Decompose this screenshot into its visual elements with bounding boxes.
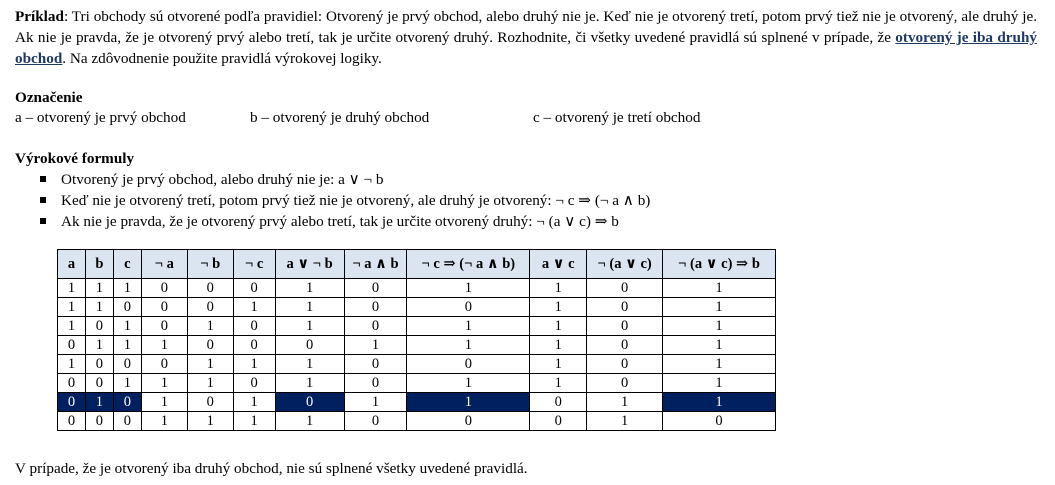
formula-item [15, 211, 1037, 232]
table-cell: 0 [85, 317, 113, 336]
table-cell: 0 [663, 412, 776, 431]
table-cell: 1 [113, 317, 141, 336]
bullet-square-icon [40, 218, 46, 224]
table-cell: 0 [344, 355, 407, 374]
table-cell: 0 [530, 412, 587, 431]
table-header-cell: ¬ a ∧ b [344, 250, 407, 279]
table-cell: 1 [275, 374, 344, 393]
table-header-cell: c [113, 250, 141, 279]
table-cell: 1 [530, 374, 587, 393]
table-cell: 1 [113, 336, 141, 355]
example-label: Príklad [15, 8, 64, 25]
table-cell: 0 [58, 336, 86, 355]
table-row [58, 317, 776, 336]
table-cell: 1 [58, 279, 86, 298]
table-cell: 1 [275, 412, 344, 431]
table-row [58, 336, 776, 355]
notation-a: a – otvorený je prvý obchod [15, 109, 186, 126]
table-cell: 0 [187, 336, 233, 355]
table-cell: 1 [58, 298, 86, 317]
notation-c: c – otvorený je tretí obchod [533, 109, 701, 126]
table-cell: 1 [344, 336, 407, 355]
table-cell: 1 [113, 279, 141, 298]
table-cell: 1 [187, 355, 233, 374]
table-cell: 0 [587, 336, 663, 355]
table-cell: 1 [187, 374, 233, 393]
formulas-heading: Výrokové formuly [15, 150, 135, 167]
formula-item [15, 169, 1037, 190]
table-cell: 1 [663, 279, 776, 298]
notation-heading: Označenie [15, 89, 83, 106]
table-cell: 0 [344, 279, 407, 298]
table-cell: 1 [587, 393, 663, 412]
table-row [58, 412, 776, 431]
formula-text: Ak nie je pravda, že je otvorený prvý alebo tretí, tak je určite otvorený druhý: ¬ (a ∨ c) ⇒ b [61, 213, 619, 230]
table-cell: 0 [344, 317, 407, 336]
table-cell: 1 [407, 279, 530, 298]
table-cell: 0 [275, 336, 344, 355]
table-cell: 1 [530, 298, 587, 317]
table-cell: 0 [407, 298, 530, 317]
table-cell: 0 [587, 279, 663, 298]
formulas-section [15, 149, 1037, 232]
table-cell: 1 [663, 374, 776, 393]
table-cell: 1 [85, 393, 113, 412]
table-cell: 0 [530, 393, 587, 412]
table-row [58, 298, 776, 317]
table-cell: 0 [587, 317, 663, 336]
table-cell: 0 [407, 355, 530, 374]
table-cell: 0 [141, 355, 187, 374]
conclusion: V prípade, že je otvorený iba druhý obchod, nie sú splnené všetky uvedené pravidlá. [15, 460, 528, 477]
table-cell: 0 [113, 412, 141, 431]
table-cell: 0 [275, 393, 344, 412]
table-cell: 1 [233, 412, 275, 431]
table-cell: 1 [407, 317, 530, 336]
table-cell: 1 [141, 336, 187, 355]
table-cell: 1 [141, 412, 187, 431]
formulas-list [15, 169, 1037, 232]
table-row [58, 374, 776, 393]
table-header-row [58, 250, 776, 279]
table-cell: 1 [113, 374, 141, 393]
table-cell: 0 [233, 317, 275, 336]
table-cell: 1 [233, 298, 275, 317]
table-cell: 1 [233, 355, 275, 374]
table-header-cell: ¬ c [233, 250, 275, 279]
table-body [58, 279, 776, 431]
table-cell: 1 [663, 393, 776, 412]
bullet-square-icon [40, 197, 46, 203]
table-cell: 1 [58, 355, 86, 374]
table-cell: 1 [58, 317, 86, 336]
table-cell: 0 [58, 393, 86, 412]
table-cell: 1 [663, 298, 776, 317]
formula-text: Keď nie je otvorený tretí, potom prvý tiež nie je otvorený, ale druhý je otvorený: ¬ c ⇒ (¬ a ∧ b) [61, 192, 651, 209]
table-cell: 1 [141, 374, 187, 393]
table-header-cell: ¬ c ⇒ (¬ a ∧ b) [407, 250, 530, 279]
table-cell: 0 [233, 279, 275, 298]
table-cell: 0 [407, 412, 530, 431]
table-cell: 0 [187, 298, 233, 317]
table-header-cell: ¬ (a ∨ c) ⇒ b [663, 250, 776, 279]
table-cell: 1 [275, 279, 344, 298]
table-cell: 0 [113, 393, 141, 412]
table-cell: 0 [141, 317, 187, 336]
table-cell: 0 [587, 374, 663, 393]
notation-section [15, 88, 1037, 128]
table-cell: 0 [344, 374, 407, 393]
table-cell: 1 [663, 355, 776, 374]
table-cell: 0 [141, 279, 187, 298]
highlight-phrase: otvorený je iba druhý obchod [15, 29, 1037, 67]
table-row [58, 355, 776, 374]
document-page [15, 6, 1037, 477]
table-cell: 1 [663, 336, 776, 355]
table-cell: 1 [587, 412, 663, 431]
table-cell: 1 [187, 412, 233, 431]
intro-text-1: : Tri obchody sú otvorené podľa pravidiel: Otvorený je prvý obchod, alebo druhý nie je. Keď nie je otvorený tretí, potom prvý tiež nie je otvorený, ale druhý je. Ak nie je pravda, že je otvorený prvý alebo tretí, tak je určite otvorený druhý. Rozhodnite, či všetky uvedené pravidlá sú splnené v prípade, že [15, 8, 1037, 46]
formula-item [15, 190, 1037, 211]
table-cell: 0 [58, 412, 86, 431]
truth-table [57, 249, 776, 431]
table-header-cell: a [58, 250, 86, 279]
bullet-square-icon [40, 176, 46, 182]
table-cell: 1 [530, 279, 587, 298]
intro-paragraph [15, 6, 1037, 69]
table-cell: 1 [663, 317, 776, 336]
table-header-cell: a ∨ ¬ b [275, 250, 344, 279]
table-cell: 0 [58, 374, 86, 393]
table-header-cell: b [85, 250, 113, 279]
notation-labels [15, 108, 1037, 128]
table-cell: 1 [187, 317, 233, 336]
table-cell: 0 [113, 298, 141, 317]
table-cell: 1 [233, 393, 275, 412]
table-cell: 1 [530, 355, 587, 374]
table-cell: 0 [344, 412, 407, 431]
table-cell: 1 [530, 317, 587, 336]
table-cell: 1 [275, 355, 344, 374]
table-cell: 0 [85, 355, 113, 374]
table-cell: 0 [85, 412, 113, 431]
table-cell: 0 [141, 298, 187, 317]
table-cell: 0 [587, 298, 663, 317]
table-cell: 1 [85, 336, 113, 355]
table-header-cell: ¬ (a ∨ c) [587, 250, 663, 279]
table-cell: 1 [407, 336, 530, 355]
table-header-cell: ¬ b [187, 250, 233, 279]
table-cell: 1 [85, 279, 113, 298]
formula-text: Otvorený je prvý obchod, alebo druhý nie je: a ∨ ¬ b [61, 171, 384, 188]
notation-b: b – otvorený je druhý obchod [250, 109, 430, 126]
table-cell: 1 [141, 393, 187, 412]
table-cell: 1 [407, 393, 530, 412]
table-cell: 1 [407, 374, 530, 393]
table-header-cell: ¬ a [141, 250, 187, 279]
table-header-cell: a ∨ c [530, 250, 587, 279]
table-cell: 1 [275, 298, 344, 317]
table-cell: 1 [85, 298, 113, 317]
table-cell: 0 [233, 374, 275, 393]
table-cell: 0 [587, 355, 663, 374]
table-cell: 1 [275, 317, 344, 336]
table-row [58, 393, 776, 412]
table-cell: 0 [187, 393, 233, 412]
table-row [58, 279, 776, 298]
table-cell: 0 [344, 298, 407, 317]
table-cell: 1 [344, 393, 407, 412]
table-cell: 1 [530, 336, 587, 355]
table-cell: 0 [187, 279, 233, 298]
table-cell: 0 [113, 355, 141, 374]
intro-text-2: . Na zdôvodnenie použite pravidlá výrokovej logiky. [62, 50, 382, 67]
table-cell: 0 [85, 374, 113, 393]
table-cell: 0 [233, 336, 275, 355]
